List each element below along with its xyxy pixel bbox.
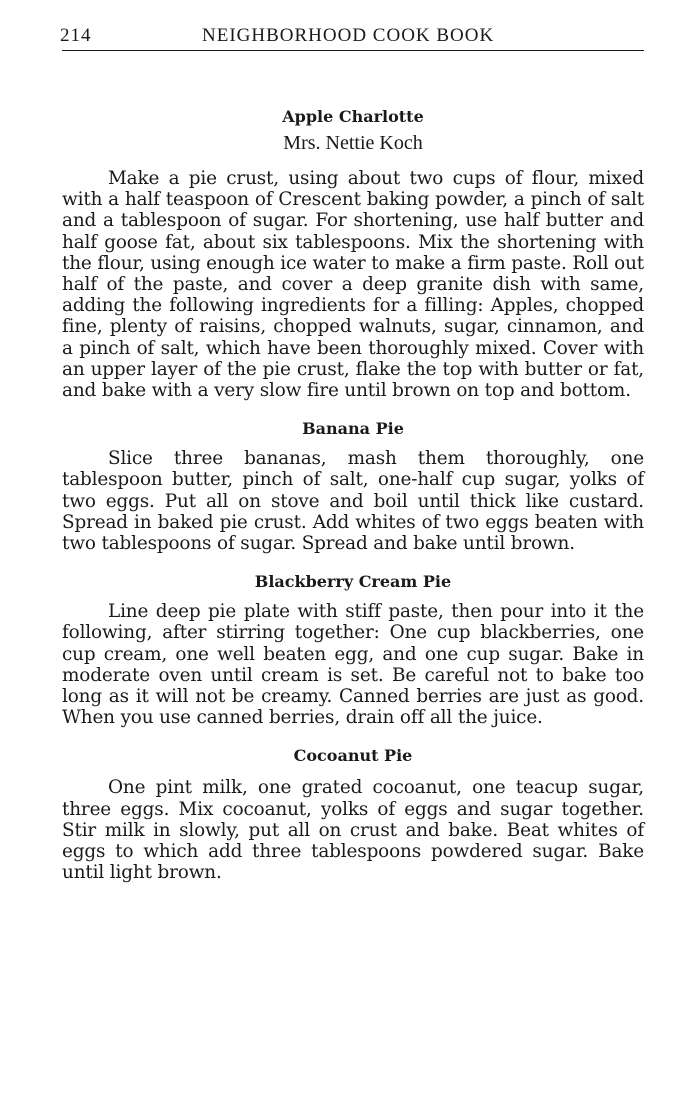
recipe-title: Blackberry Cream Pie [254,572,452,592]
recipe-cocoanut-pie [62,746,644,883]
recipe-text: Make a pie crust, using about two cups of flour, mixed with a half teaspoon of Crescent baking powder, a pinch of salt and a tablespoon of sugar. For shortening, use half butter and half goose fat, about six tablespoons. Mix the shortening with the flour, using enough ice water to make a firm paste. Roll out half of the paste, and cover a deep granite dish with same, adding the following ingredients for a filling: Apples, chopped fine, plenty of raisins, chopped walnuts, sugar, cinnamon, and a pinch of salt, which have been thoroughly mixed. Cover with an upper layer of the pie crust, flake the top with butter or fat, and bake with a very slow fire until brown on top and bottom. [62,168,644,402]
running-header [62,22,644,51]
book-title: NEIGHBORHOOD COOK BOOK [202,25,495,46]
book-page [62,22,644,883]
recipe-text: Line deep pie plate with stiff paste, then pour into it the following, after stirring together: One cup blackberries, one cup cream, one well beaten egg, and one cup sugar. Bake in moderate oven until cream is set. Be careful not to bake too long as it will not be creamy. Canned berries are just as good. When you use canned berries, drain off all the juice. [62,601,644,729]
recipe-blackberry-cream-pie [62,572,644,728]
recipe-author: Mrs. Nettie Koch [283,132,423,154]
recipe-title: Banana Pie [302,419,404,439]
recipe-banana-pie [62,419,644,554]
recipe-text: One pint milk, one grated cocoanut, one teacup sugar, three eggs. Mix cocoanut, yolks of eggs and sugar together. Stir milk in slowly, put all on crust and bake. Beat whites of eggs to which add three tablespoons powdered sugar. Bake until light brown. [62,777,644,884]
page-number: 214 [60,25,92,46]
recipe-apple-charlotte [62,107,644,401]
recipe-title: Apple Charlotte [282,107,424,126]
recipe-title: Cocoanut Pie [293,746,413,766]
recipe-text: Slice three bananas, mash them thoroughly, one tablespoon butter, pinch of salt, one-half cup sugar, yolks of two eggs. Put all on stove and boil until thick like custard. Spread in baked pie crust. Add whites of two eggs beaten with two tablespoons of sugar. Spread and bake until brown. [62,448,644,555]
